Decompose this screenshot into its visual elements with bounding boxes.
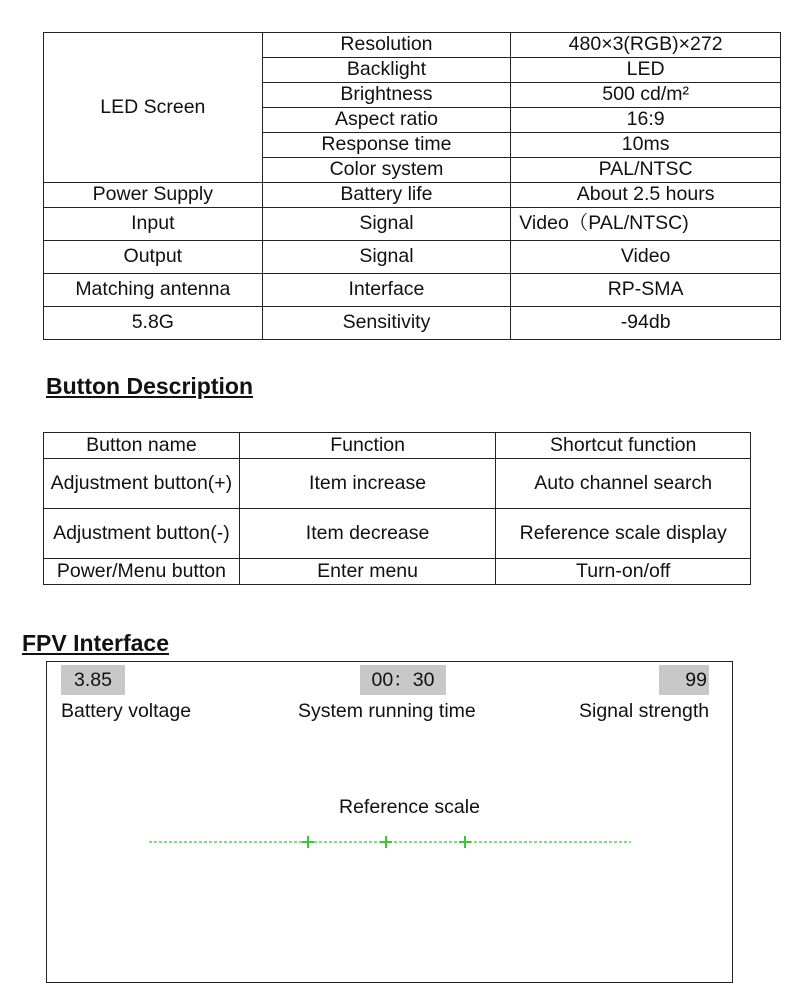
spec-param: Backlight — [262, 58, 511, 83]
reference-scale-label: Reference scale — [339, 796, 480, 818]
spec-category: Matching antenna — [44, 274, 263, 307]
table-row — [44, 509, 751, 559]
reference-scale-graphic — [47, 662, 732, 982]
section-title-buttons: Button Description — [46, 373, 253, 399]
spec-value: PAL/NTSC — [511, 158, 781, 183]
spec-param: Resolution — [262, 33, 511, 58]
column-header: Button name — [44, 433, 240, 459]
table-row — [44, 459, 751, 509]
spec-param: Signal — [262, 241, 511, 274]
spec-value: 16:9 — [511, 108, 781, 133]
button-name: Power/Menu button — [44, 559, 240, 585]
section-title-fpv: FPV Interface — [22, 630, 169, 656]
button-name: Adjustment button(+) — [44, 459, 240, 509]
spec-value: Video — [511, 241, 781, 274]
scale-cross-right — [459, 836, 471, 848]
signal-strength-label: Signal strength — [579, 700, 710, 722]
spec-value: -94db — [511, 307, 781, 340]
battery-voltage-value: 3.85 — [61, 665, 125, 695]
column-header: Function — [239, 433, 496, 459]
button-shortcut: Auto channel search — [496, 459, 751, 509]
table-row — [44, 274, 781, 307]
column-header: Shortcut function — [496, 433, 751, 459]
spec-value: 480×3(RGB)×272 — [511, 33, 781, 58]
spec-value: Video（PAL/NTSC) — [511, 208, 781, 241]
button-function: Item increase — [239, 459, 496, 509]
spec-value: 500 cd/m² — [511, 83, 781, 108]
running-time-label: System running time — [298, 700, 476, 722]
spec-category: Input — [44, 208, 263, 241]
running-time-value: 00：30 — [360, 665, 446, 695]
button-shortcut: Turn-on/off — [496, 559, 751, 585]
spec-category: Power Supply — [44, 183, 263, 208]
button-function: Enter menu — [239, 559, 496, 585]
spec-param: Aspect ratio — [262, 108, 511, 133]
battery-voltage-label: Battery voltage — [61, 700, 192, 722]
spec-param: Sensitivity — [262, 307, 511, 340]
table-row — [44, 307, 781, 340]
spec-param: Color system — [262, 158, 511, 183]
spec-category: 5.8G — [44, 307, 263, 340]
table-row — [44, 241, 781, 274]
spec-value: 10ms — [511, 133, 781, 158]
table-row — [44, 33, 781, 58]
table-row — [44, 208, 781, 241]
spec-param: Brightness — [262, 83, 511, 108]
spec-value: LED — [511, 58, 781, 83]
signal-strength-value: 99 — [659, 665, 709, 695]
table-row — [44, 183, 781, 208]
button-shortcut: Reference scale display — [496, 509, 751, 559]
table-header-row — [44, 433, 751, 459]
table-row — [44, 559, 751, 585]
spec-value: RP-SMA — [511, 274, 781, 307]
spec-param: Response time — [262, 133, 511, 158]
spec-param: Interface — [262, 274, 511, 307]
spec-category: LED Screen — [44, 33, 263, 183]
spec-category: Output — [44, 241, 263, 274]
button-name: Adjustment button(-) — [44, 509, 240, 559]
scale-cross-center — [380, 836, 392, 848]
spec-param: Battery life — [262, 183, 511, 208]
spec-value: About 2.5 hours — [511, 183, 781, 208]
button-table — [43, 432, 751, 585]
spec-param: Signal — [262, 208, 511, 241]
fpv-screen — [46, 661, 733, 983]
button-function: Item decrease — [239, 509, 496, 559]
spec-table — [43, 32, 781, 340]
scale-cross-left — [302, 836, 314, 848]
